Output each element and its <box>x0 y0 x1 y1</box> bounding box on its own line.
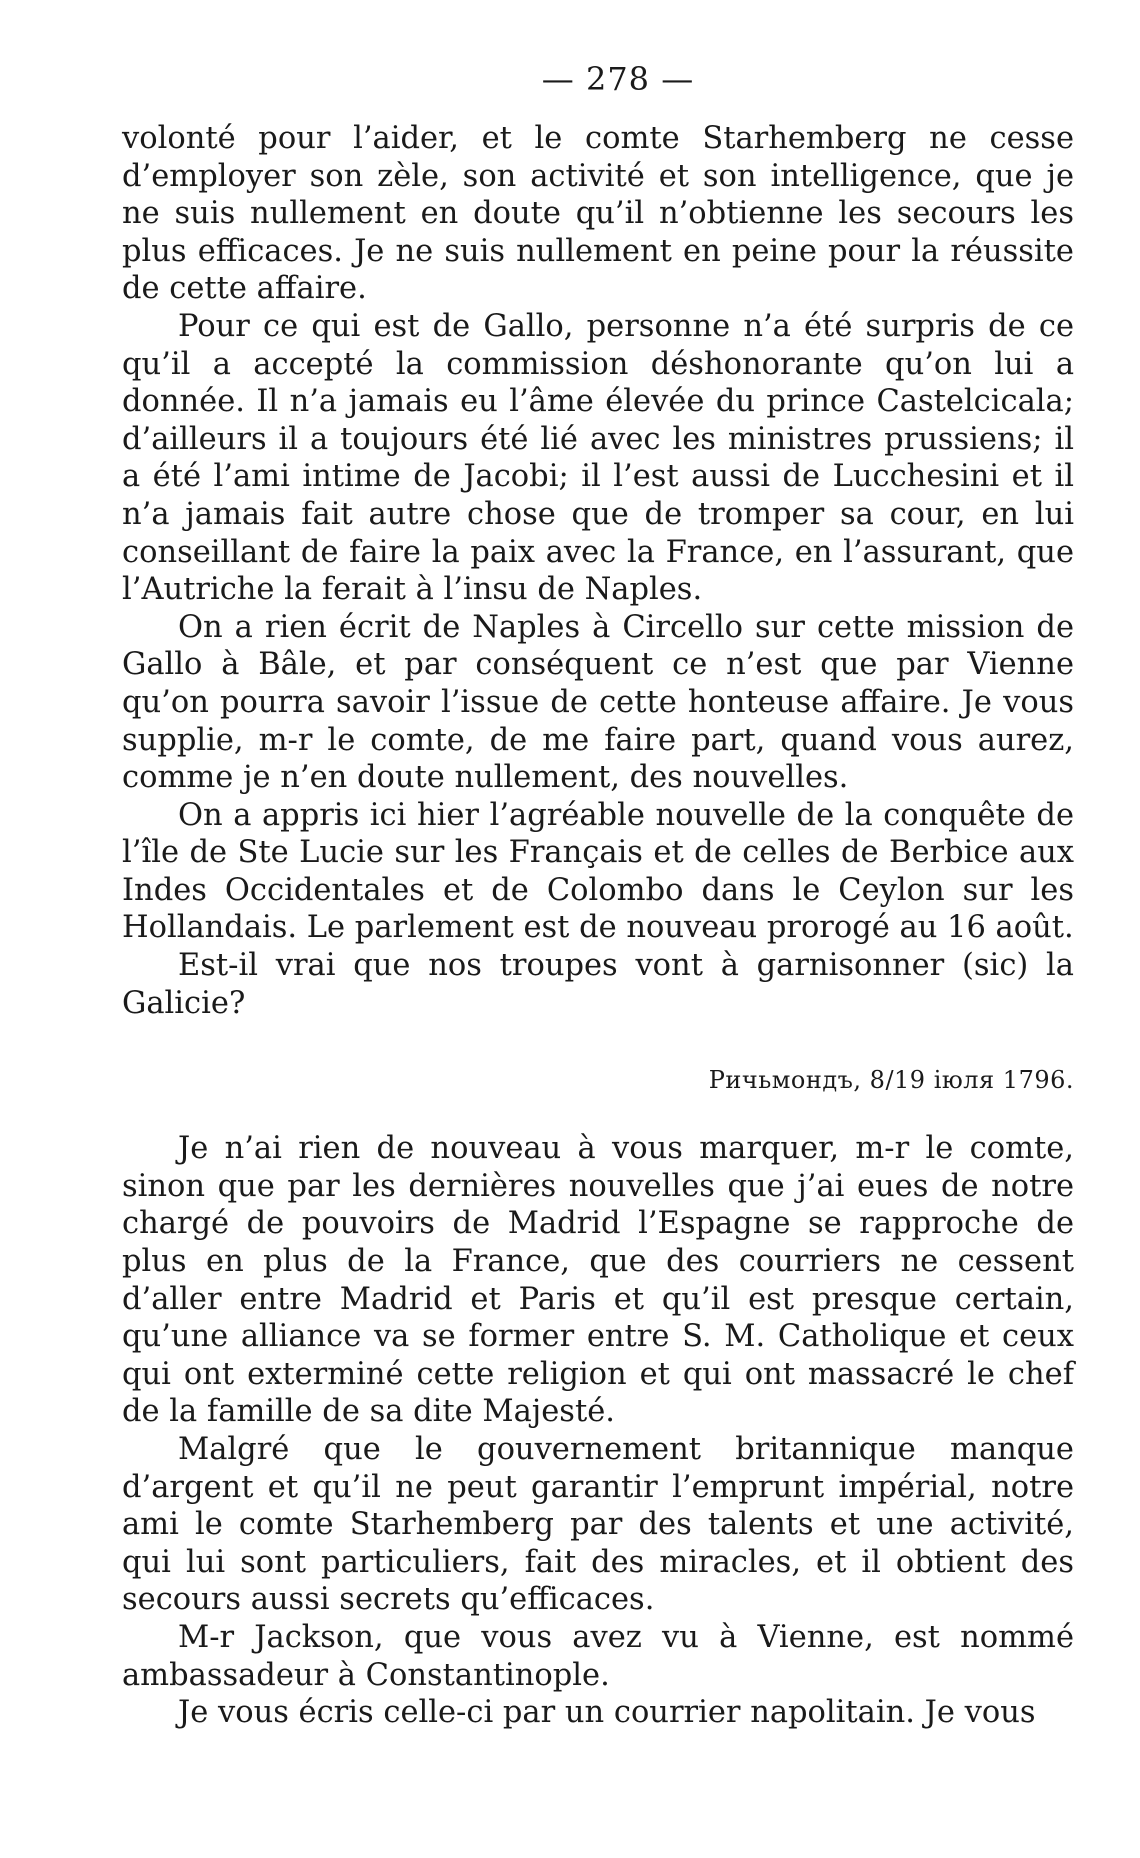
page-number: — 278 — <box>541 60 695 98</box>
paragraph-espagne: Je n’ai rien de nouveau à vous marquer, m-r le comte, sinon que par les dernières nouvelles que j’ai eues de notre chargé de pouvoirs de Madrid l’Espagne se rapproche de plus en plus de la France, que des courriers ne cessent d’aller entre Madrid et Paris et qu’il est presque certain, qu’une alliance va se former entre S. M. Catholique et ceux qui ont exterminé cette religion et qui ont massacré le chef de la famille de sa dite Majesté. <box>122 1131 1074 1430</box>
paragraph-galicie: Est-il vrai que nos troupes vont à garnisonner (sic) la Galicie? <box>122 948 1074 1021</box>
paragraph-continuation: volonté pour l’aider, et le comte Starhemberg ne cesse d’employer son zèle, son activité et son intelligence, que je ne suis nullement en doute qu’il n’obtienne les secours les plus efficaces. Je ne suis nullement en peine pour la réussite de cette affaire. <box>122 121 1074 307</box>
paragraph-courrier: Je vous écris celle-ci par un courrier napolitain. Je vous <box>178 1695 1036 1731</box>
letter-dateline: Ричьмондъ, 8/19 іюля 1796. <box>708 1066 1074 1095</box>
paragraph-conquest: On a appris ici hier l’agréable nouvelle de la conquête de l’île de Ste Lucie sur les Français et de celles de Berbice aux Indes Occidentales et de Colombo dans le Ceylon sur les Hollandais. Le parlement est de nouveau prorogé au 16 août. <box>122 797 1074 946</box>
paragraph-gallo: Pour ce qui est de Gallo, personne n’a été surpris de ce qu’il a accepté la commission déshonorante qu’on lui a donnée. Il n’a jamais eu l’âme élevée du prince Castelcicala; d’ailleurs il a toujours été lié avec les ministres prussiens; il a été l’ami intime de Jacobi; il l’est aussi de Lucchesini et il n’a jamais fait autre chose que de tromper sa cour, en lui conseillant de faire la paix avec la France, en l’assurant, que l’Autriche la ferait à l’insu de Naples. <box>122 308 1074 608</box>
document-page <box>122 60 1074 1732</box>
paragraph-naples: On a rien écrit de Naples à Circello sur cette mission de Gallo à Bâle, et par conséquent ce n’est que par Vienne qu’on pourra savoir l’issue de cette honteuse affaire. Je vous supplie, m-r le comte, de me faire part, quand vous aurez, comme je n’en doute nullement, des nouvelles. <box>122 609 1074 796</box>
paragraph-jackson: M-r Jackson, que vous avez vu à Vienne, est nommé ambassadeur à Constantinople. <box>122 1619 1074 1693</box>
paragraph-starhemberg: Malgré que le gouvernement britannique manque d’argent et qu’il ne peut garantir l’emprunt impérial, notre ami le comte Starhemberg par des talents et une activité, qui lui sont particuliers, fait des miracles, et il obtient des secours aussi secrets qu’efficaces. <box>122 1432 1074 1618</box>
